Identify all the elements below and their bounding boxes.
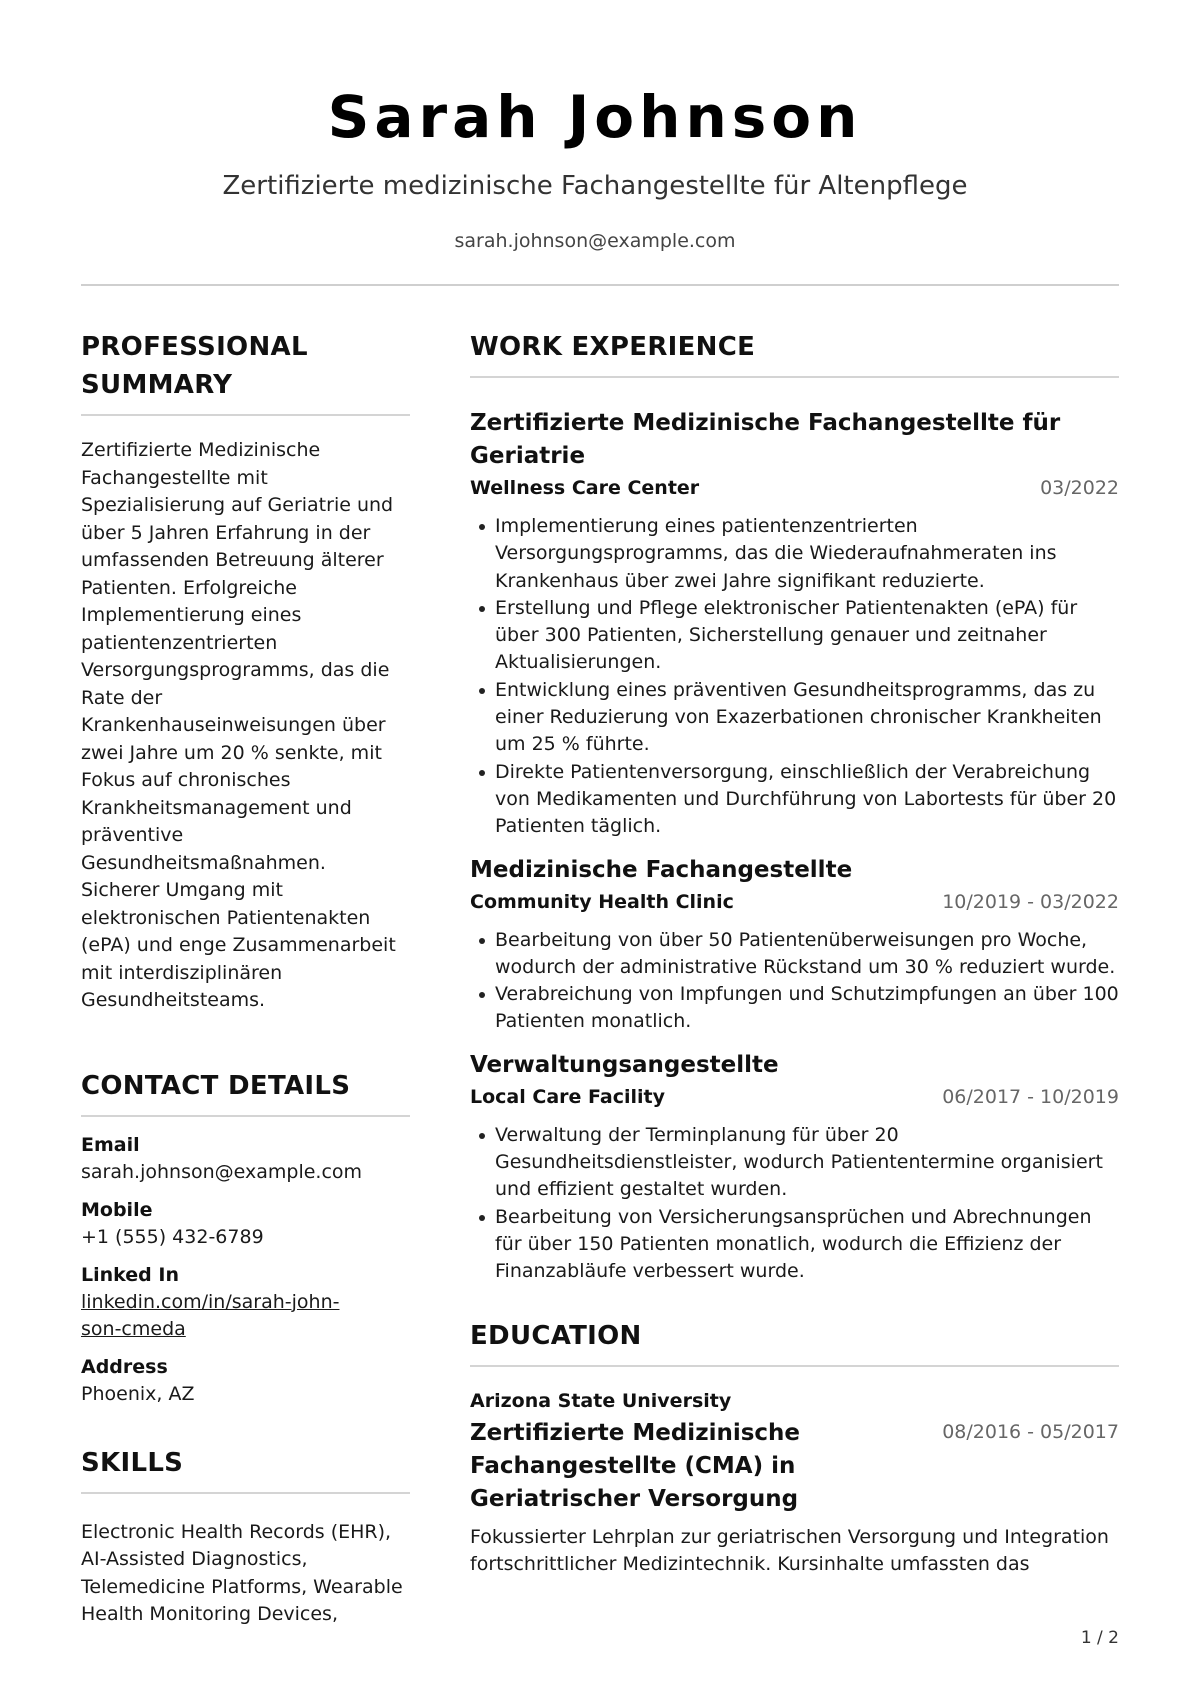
skills-section [81,1444,410,1629]
education-title: EDUCATION [470,1320,642,1351]
degree-date: 08/2016 - 05/2017 [942,1420,1119,1443]
contact-title: CONTACT DETAILS [81,1070,351,1101]
resume-subtitle: Zertifizierte medizinische Fachangestellte für Altenpflege [222,171,968,201]
contact-details-section [81,1067,410,1408]
work-experience-section [470,328,1119,1286]
job-date: 06/2017 - 10/2019 [942,1085,1119,1108]
degree-row [470,1417,1119,1516]
job-company: Local Care Facility [470,1085,665,1108]
work-divider [470,376,1119,378]
job-entry [470,854,1119,1036]
skills-title: SKILLS [81,1447,184,1478]
job-bullet: Verwaltung der Terminplanung für über 20 Gesundheitsdienstleister, wodurch Patiententermine organisiert und effizient gestaltet wurden. [470,1122,1119,1204]
professional-summary-section [81,328,410,1015]
job-bullet: Implementierung eines patientenzentrierten Versorgungsprogramms, das die Wiederaufnahmeraten ins Krankenhaus über zwei Jahre signifikant reduzierte. [470,513,1119,595]
address-value: Phoenix, AZ [81,1382,195,1405]
summary-title: PROFESSIONAL SUMMARY [81,332,308,400]
linkedin-link[interactable]: linkedin.com/in/sarah-john-son-cmeda [81,1290,340,1340]
job-company: Wellness Care Center [470,477,700,499]
job-meta [470,887,1119,917]
job-date: 10/2019 - 03/2022 [942,890,1119,913]
job-title: Verwaltungsangestellte [470,1051,779,1078]
summary-divider [81,414,410,416]
resume-name: Sarah Johnson [327,83,863,151]
job-bullets [470,513,1119,841]
skills-text: Electronic Health Records (EHR), AI-Assisted Diagnostics, Telemedicine Platforms, Wearable Health Monitoring Devices, [81,1520,403,1625]
education-section [470,1317,1119,1579]
skills-divider [81,1492,410,1494]
job-meta [470,473,1119,503]
mobile-value[interactable]: +1 (555) 432-6789 [81,1225,264,1248]
job-bullets [470,927,1119,1036]
job-bullet: Bearbeitung von über 50 Patientenüberweisungen pro Woche, wodurch der administrative Rückstand um 30 % reduziert wurde. [470,927,1119,982]
job-bullet: Verabreichung von Impfungen und Schutzimpfungen an über 100 Patienten monatlich. [470,981,1119,1036]
job-bullet: Bearbeitung von Versicherungsansprüchen und Abrechnungen für über 150 Patienten monatlich, wodurch die Effizienz der Finanzabläufe verbessert wurde. [470,1204,1119,1286]
job-title: Medizinische Fachangestellte [470,856,853,883]
job-meta [470,1082,1119,1112]
page-number: 1 / 2 [1080,1628,1119,1648]
job-entry [470,1049,1119,1286]
degree-title: Zertifizierte Medizinische Fachangestellte (CMA) in Geriatrischer Versorgung [470,1419,801,1512]
header-divider [81,284,1119,286]
contact-list [81,1132,410,1408]
linkedin-value [81,1289,410,1343]
job-bullet: Entwicklung eines präventiven Gesundheitsprogramms, das zu einer Reduzierung von Exazerbationen chronischer Krankheiten um 25 % führte. [470,677,1119,759]
job-bullets [470,1122,1119,1286]
email-label: Email [81,1133,140,1156]
job-title: Zertifizierte Medizinische Fachangestellte für Geriatrie [470,410,1061,469]
email-value[interactable]: sarah.johnson@example.com [81,1160,363,1183]
education-description: Fokussierter Lehrplan zur geriatrischen Versorgung und Integration fortschrittlicher Medizintechnik. Kursinhalte umfassten das [470,1525,1109,1576]
linkedin-label: Linked In [81,1263,179,1286]
education-divider [470,1365,1119,1367]
job-bullet: Direkte Patientenversorgung, einschließlich der Verabreichung von Medikamenten und Durchführung von Labortests für über 20 Patienten täglich. [470,759,1119,841]
work-title: WORK EXPERIENCE [470,332,756,362]
job-entry [470,407,1119,841]
address-label: Address [81,1355,168,1378]
header-email: sarah.johnson@example.com [454,230,736,252]
job-date: 03/2022 [1040,477,1119,499]
mobile-label: Mobile [81,1198,153,1221]
right-column [470,328,1119,1579]
school-name: Arizona State University [470,1389,732,1412]
summary-text: Zertifizierte Medizinische Fachangestellte mit Spezialisierung auf Geriatrie und über 5 Jahren Erfahrung in der umfassenden Betreuung älterer Patienten. Erfolgreiche Implementierung eines patientenzentrierten Versorgungsprogramms, das die Rate der Krankenhauseinweisungen über zwei Jahre um 20 % senkte, mit Fokus auf chronisches Krankheitsmanagement und präventive Gesundheitsmaßnahmen. Sicherer Umgang mit elektronischen Patientenakten (ePA) und enge Zusammenarbeit mit interdisziplinären Gesundheitsteams. [81,439,396,1011]
contact-divider [81,1115,410,1117]
job-company: Community Health Clinic [470,890,734,913]
job-bullet: Erstellung und Pflege elektronischer Patientenakten (ePA) für über 300 Patienten, Sicherstellung genauer und zeitnaher Aktualisierungen. [470,595,1119,677]
left-column [81,328,410,1629]
